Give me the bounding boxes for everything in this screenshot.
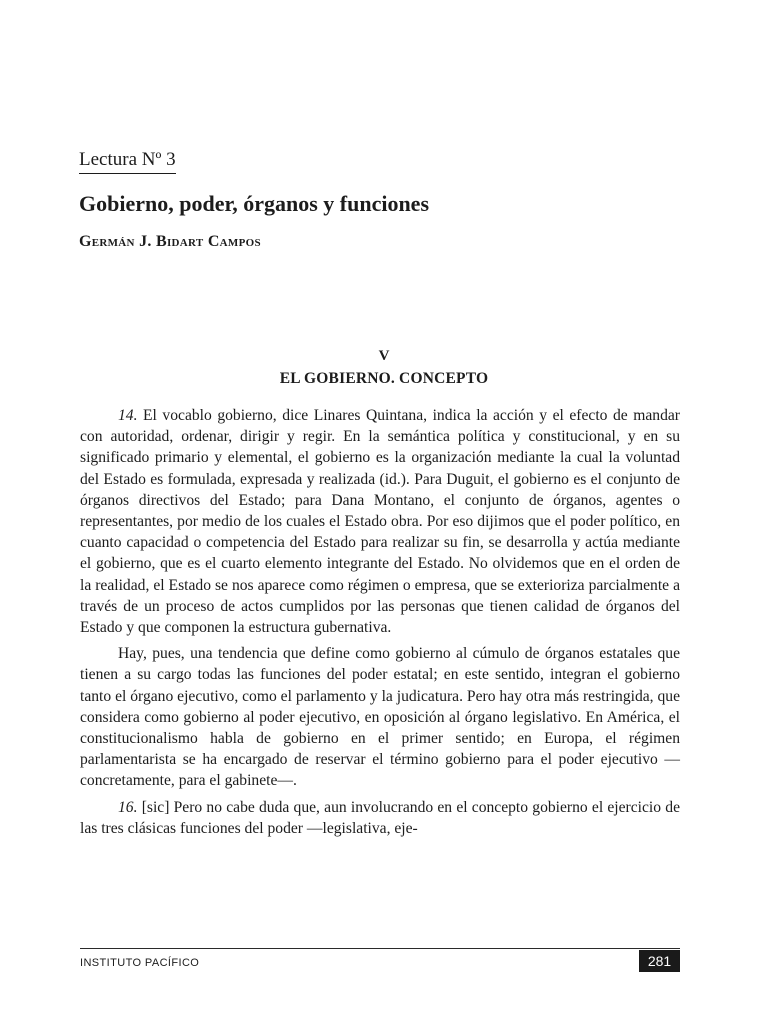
author-name: Germán J. Bidart Campos <box>79 233 261 250</box>
publisher-name: INSTITUTO PACÍFICO <box>80 957 200 969</box>
footer-divider <box>80 948 680 949</box>
paragraph-15 <box>80 643 680 791</box>
paragraph-text: [sic] Pero no cabe duda que, aun involucrando en el concepto gobierno el ejercicio de las tres clásicas funciones del poder —legislativa, eje- <box>80 798 680 837</box>
section-number: V <box>378 348 390 364</box>
section-title: EL GOBIERNO. CONCEPTO <box>279 370 489 387</box>
paragraph-number: 14. <box>118 407 138 424</box>
lecture-label: Lectura Nº 3 <box>79 148 176 174</box>
paragraph-text: El vocablo gobierno, dice Linares Quintana, indica la acción y el efecto de mandar con autoridad, ordenar, dirigir y regir. En la semántica política y constitucional, y en su significado primario y elemental, el gobierno es la organización mediante la cual la voluntad del Estado es formulada, expresada y realizada (id.). Para Duguit, el gobierno es el conjunto de órganos directivos del Estado; para Dana Montano, el conjunto de órganos, agentes o representantes, por medio de los cuales el Estado obra. Por eso dijimos que el poder político, en cuanto capacidad o competencia del Estado para realizar su fin, se desarrolla y actúa mediante el gobierno, que es el cuarto elemento integrante del Estado. No olvidemos que en el orden de la realidad, el Estado se nos aparece como régimen o empresa, que se exterioriza parcialmente a través de un proceso de actos cumplidos por las personas que tienen calidad de órganos del Estado y que componen la estructura gubernativa. <box>80 407 680 637</box>
paragraph-text: Hay, pues, una tendencia que define como gobierno al cúmulo de órganos estatales que tienen a su cargo todas las funciones del poder estatal; en este sentido, integran el gobierno tanto el órgano ejecutivo, como el parlamento y la judicatura. Pero hay otra más restringida, que considera como gobierno al poder ejecutivo, en oposición al órgano legislativo. En América, el constitucionalismo habla de gobierno en el primer sentido; en Europa, el régimen parlamentarista se ha encargado de reservar el término gobierno para el poder ejecutivo —concretamente, para el gabinete—. <box>80 645 680 790</box>
page-number-badge: 281 <box>639 950 680 972</box>
chapter-title: Gobierno, poder, órganos y funciones <box>79 191 430 216</box>
paragraph-16 <box>80 797 680 839</box>
paragraph-14 <box>80 405 680 638</box>
paragraph-number: 16. <box>118 798 138 816</box>
body-text <box>80 405 680 844</box>
